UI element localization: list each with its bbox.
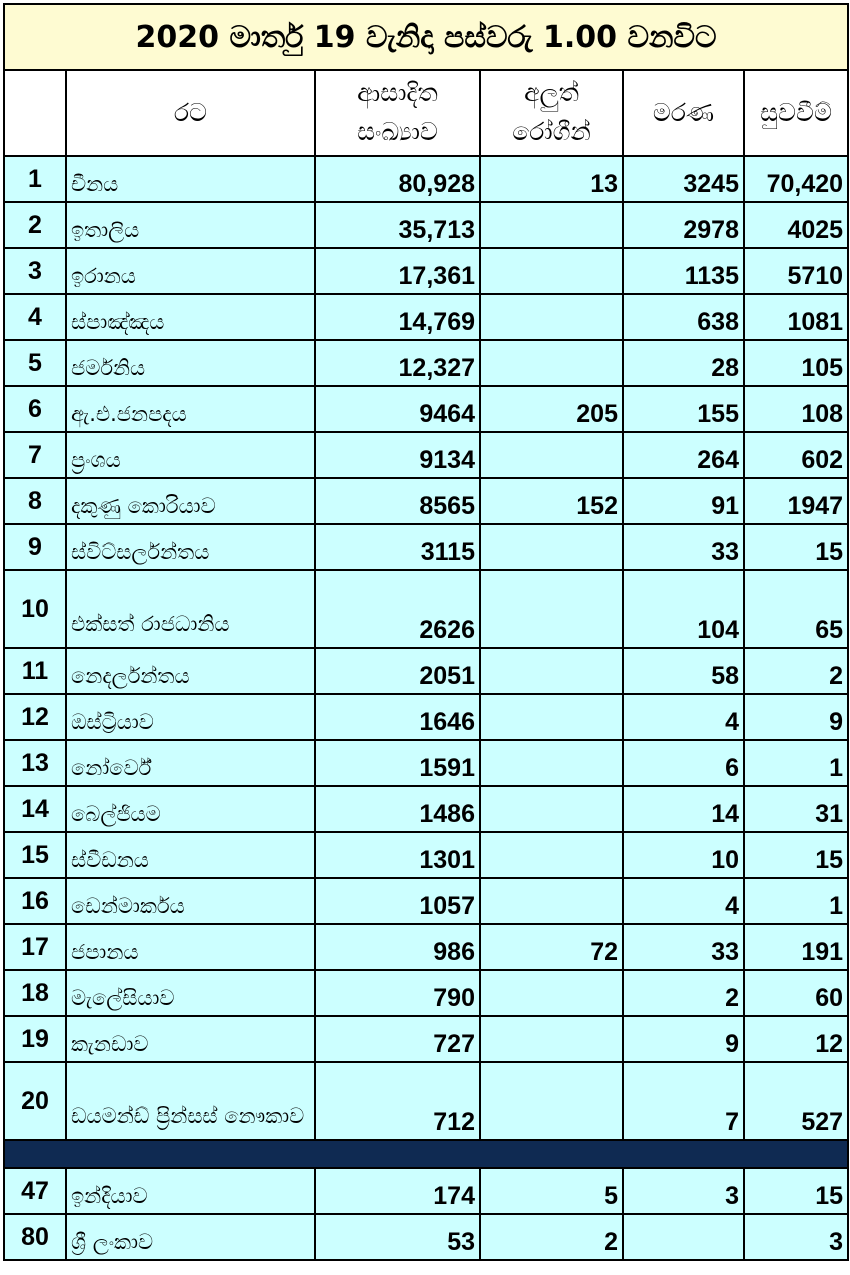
new-patients-cell (480, 648, 623, 694)
divider-row (4, 1140, 848, 1168)
deaths-cell: 2978 (623, 202, 744, 248)
extra-rows (4, 1168, 848, 1260)
country-cell: ඇ.එ.ජනපදය (66, 386, 315, 432)
suspected-cell: 9134 (315, 432, 480, 478)
rank-cell: 18 (4, 970, 66, 1016)
recovered-cell: 2 (744, 648, 848, 694)
table-row (4, 202, 848, 248)
recovered-cell: 9 (744, 694, 848, 740)
deaths-cell: 91 (623, 478, 744, 524)
rank-cell: 47 (4, 1168, 66, 1214)
rank-cell: 12 (4, 694, 66, 740)
recovered-cell: 70,420 (744, 156, 848, 202)
rank-cell: 5 (4, 340, 66, 386)
rank-cell: 17 (4, 924, 66, 970)
suspected-cell: 35,713 (315, 202, 480, 248)
suspected-cell: 80,928 (315, 156, 480, 202)
country-cell: ඔස්ට්‍රියාව (66, 694, 315, 740)
deaths-cell: 6 (623, 740, 744, 786)
new-patients-cell (480, 1062, 623, 1140)
country-cell: ඉතාලිය (66, 202, 315, 248)
deaths-cell: 58 (623, 648, 744, 694)
table-row (4, 570, 848, 648)
table-row (4, 478, 848, 524)
deaths-cell: 10 (623, 832, 744, 878)
table-row (4, 1168, 848, 1214)
recovered-cell: 15 (744, 524, 848, 570)
country-cell: එක්සත් රාජධානිය (66, 570, 315, 648)
deaths-cell: 638 (623, 294, 744, 340)
new-patients-cell: 5 (480, 1168, 623, 1214)
divider-bar (4, 1140, 848, 1168)
table-row (4, 648, 848, 694)
deaths-cell: 28 (623, 340, 744, 386)
recovered-cell: 105 (744, 340, 848, 386)
table-row (4, 248, 848, 294)
main-rows (4, 156, 848, 1140)
table-row (4, 1016, 848, 1062)
suspected-cell: 1301 (315, 832, 480, 878)
suspected-cell: 712 (315, 1062, 480, 1140)
new-patients-cell (480, 970, 623, 1016)
table-row (4, 694, 848, 740)
suspected-cell: 3115 (315, 524, 480, 570)
header-index (4, 70, 66, 156)
country-cell: නෙදර්ලන්තය (66, 648, 315, 694)
suspected-cell: 53 (315, 1214, 480, 1260)
deaths-cell: 4 (623, 694, 744, 740)
recovered-cell: 65 (744, 570, 848, 648)
recovered-cell: 4025 (744, 202, 848, 248)
country-cell: ඉරානය (66, 248, 315, 294)
table-row (4, 1062, 848, 1140)
deaths-cell: 264 (623, 432, 744, 478)
rank-cell: 2 (4, 202, 66, 248)
deaths-cell: 1135 (623, 248, 744, 294)
header-country: රට (66, 70, 315, 156)
header-suspected: ආසාදිත සංඛ්‍යාව (315, 70, 480, 156)
new-patients-cell (480, 786, 623, 832)
country-cell: ජපානය (66, 924, 315, 970)
table-row (4, 294, 848, 340)
rank-cell: 19 (4, 1016, 66, 1062)
new-patients-cell (480, 570, 623, 648)
recovered-cell: 3 (744, 1214, 848, 1260)
deaths-cell: 33 (623, 524, 744, 570)
new-patients-cell (480, 524, 623, 570)
rank-cell: 8 (4, 478, 66, 524)
new-patients-cell (480, 202, 623, 248)
suspected-cell: 12,327 (315, 340, 480, 386)
country-cell: බෙල්ජියම (66, 786, 315, 832)
new-patients-cell: 72 (480, 924, 623, 970)
table-row (4, 156, 848, 202)
new-patients-cell (480, 740, 623, 786)
deaths-cell: 14 (623, 786, 744, 832)
suspected-cell: 2051 (315, 648, 480, 694)
country-cell: ප්‍රංශය (66, 432, 315, 478)
recovered-cell: 12 (744, 1016, 848, 1062)
rank-cell: 6 (4, 386, 66, 432)
rank-cell: 7 (4, 432, 66, 478)
rank-cell: 11 (4, 648, 66, 694)
header-row (4, 70, 848, 156)
new-patients-cell (480, 248, 623, 294)
deaths-cell: 2 (623, 970, 744, 1016)
country-cell: ස්විට්සර්ලන්තය (66, 524, 315, 570)
rank-cell: 15 (4, 832, 66, 878)
suspected-cell: 14,769 (315, 294, 480, 340)
recovered-cell: 527 (744, 1062, 848, 1140)
rank-cell: 3 (4, 248, 66, 294)
deaths-cell: 155 (623, 386, 744, 432)
table-row (4, 924, 848, 970)
rank-cell: 16 (4, 878, 66, 924)
suspected-cell: 1057 (315, 878, 480, 924)
rank-cell: 9 (4, 524, 66, 570)
table-title: 2020 මාර්තු 19 වැනිදා පස්වරු 1.00 වනවිට (4, 4, 848, 70)
recovered-cell: 191 (744, 924, 848, 970)
table-row (4, 970, 848, 1016)
rank-cell: 13 (4, 740, 66, 786)
new-patients-cell: 152 (480, 478, 623, 524)
deaths-cell (623, 1214, 744, 1260)
new-patients-cell (480, 878, 623, 924)
suspected-cell: 727 (315, 1016, 480, 1062)
country-cell: ස්වීඩනය (66, 832, 315, 878)
new-patients-cell (480, 694, 623, 740)
new-patients-cell (480, 1016, 623, 1062)
new-patients-cell: 2 (480, 1214, 623, 1260)
new-patients-cell (480, 294, 623, 340)
recovered-cell: 1947 (744, 478, 848, 524)
country-cell: මැලේසියාව (66, 970, 315, 1016)
suspected-cell: 17,361 (315, 248, 480, 294)
header-new-patients: අලුත් රෝගීන් (480, 70, 623, 156)
table-row (4, 1214, 848, 1260)
rank-cell: 20 (4, 1062, 66, 1140)
country-cell: නෝර්වේ (66, 740, 315, 786)
new-patients-cell: 13 (480, 156, 623, 202)
table-row (4, 386, 848, 432)
suspected-cell: 790 (315, 970, 480, 1016)
deaths-cell: 4 (623, 878, 744, 924)
country-cell: ස්පාඤ්ඤය (66, 294, 315, 340)
deaths-cell: 3245 (623, 156, 744, 202)
deaths-cell: 104 (623, 570, 744, 648)
suspected-cell: 9464 (315, 386, 480, 432)
deaths-cell: 3 (623, 1168, 744, 1214)
title-row (4, 4, 848, 70)
recovered-cell: 31 (744, 786, 848, 832)
rank-cell: 80 (4, 1214, 66, 1260)
deaths-cell: 7 (623, 1062, 744, 1140)
rank-cell: 14 (4, 786, 66, 832)
recovered-cell: 108 (744, 386, 848, 432)
header-deaths: මරණ (623, 70, 744, 156)
country-cell: දකුණු කොරියාව (66, 478, 315, 524)
recovered-cell: 1081 (744, 294, 848, 340)
suspected-cell: 986 (315, 924, 480, 970)
rank-cell: 10 (4, 570, 66, 648)
new-patients-cell (480, 340, 623, 386)
suspected-cell: 1591 (315, 740, 480, 786)
table-row (4, 524, 848, 570)
suspected-cell: 1646 (315, 694, 480, 740)
country-cell: චීනය (66, 156, 315, 202)
rank-cell: 1 (4, 156, 66, 202)
country-cell: ඩයමන්ඩ් ප්‍රින්සස් නෞකාව (66, 1062, 315, 1140)
recovered-cell: 1 (744, 740, 848, 786)
deaths-cell: 33 (623, 924, 744, 970)
table-row (4, 832, 848, 878)
recovered-cell: 15 (744, 1168, 848, 1214)
table-row (4, 340, 848, 386)
recovered-cell: 5710 (744, 248, 848, 294)
table-row (4, 740, 848, 786)
country-cell: ශ්‍රී ලංකාව (66, 1214, 315, 1260)
country-cell: ජර්මනිය (66, 340, 315, 386)
table-row (4, 878, 848, 924)
table-row (4, 786, 848, 832)
recovered-cell: 1 (744, 878, 848, 924)
rank-cell: 4 (4, 294, 66, 340)
suspected-cell: 174 (315, 1168, 480, 1214)
header-recovered: සුවවීම් (744, 70, 848, 156)
covid-table (3, 3, 849, 1261)
table-row (4, 432, 848, 478)
suspected-cell: 8565 (315, 478, 480, 524)
deaths-cell: 9 (623, 1016, 744, 1062)
recovered-cell: 602 (744, 432, 848, 478)
new-patients-cell (480, 832, 623, 878)
new-patients-cell: 205 (480, 386, 623, 432)
new-patients-cell (480, 432, 623, 478)
suspected-cell: 1486 (315, 786, 480, 832)
country-cell: කැනඩාව (66, 1016, 315, 1062)
recovered-cell: 60 (744, 970, 848, 1016)
country-cell: ඉන්දියාව (66, 1168, 315, 1214)
country-cell: ඩෙන්මාර්කය (66, 878, 315, 924)
recovered-cell: 15 (744, 832, 848, 878)
suspected-cell: 2626 (315, 570, 480, 648)
